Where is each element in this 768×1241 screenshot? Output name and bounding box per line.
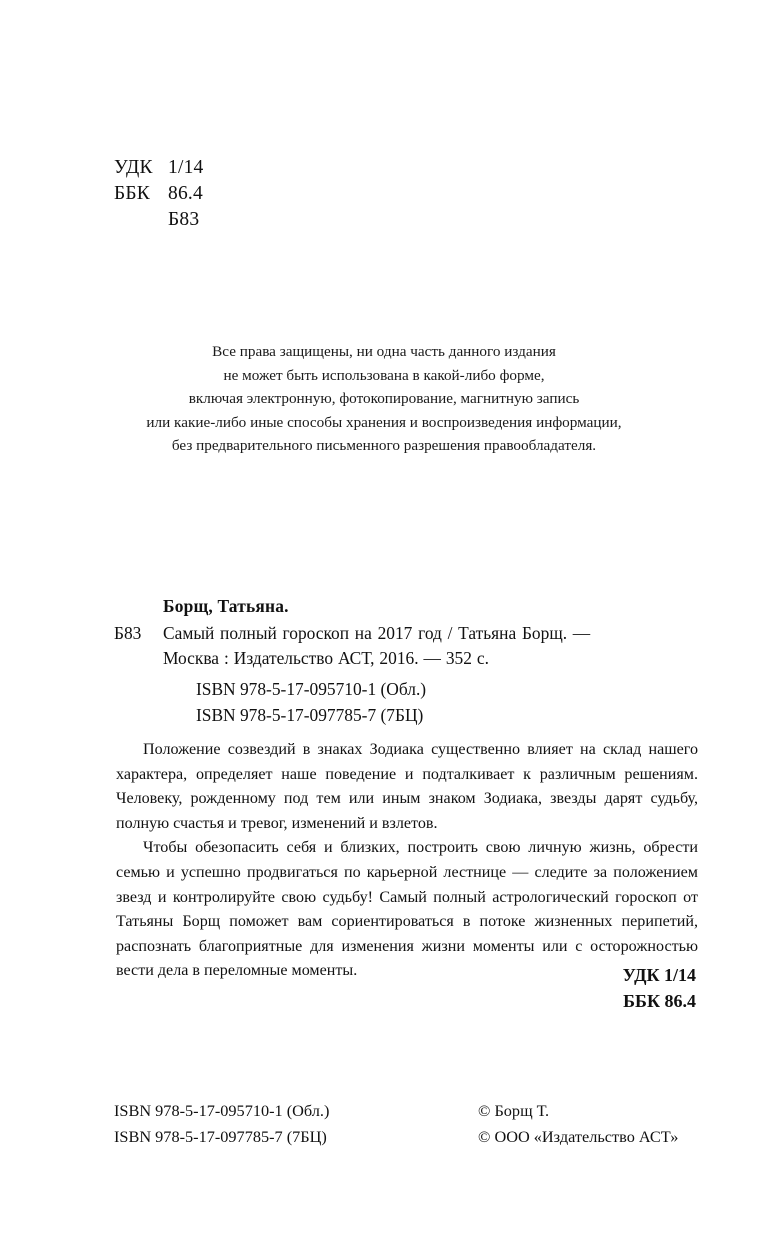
bbk-value: 86.4 (168, 183, 203, 204)
biblio-isbn-cover: ISBN 978-5-17-095710-1 (Обл.) (196, 678, 427, 699)
footer-isbn-hardcover: ISBN 978-5-17-097785-7 (7БЦ) (114, 1127, 327, 1146)
bbk-label: ББК (114, 183, 151, 204)
page-footer (114, 1098, 696, 1150)
copyright-publisher: © ООО «Издательство АСТ» (478, 1127, 679, 1146)
footer-row (114, 1124, 696, 1150)
classification-codes (114, 155, 203, 233)
rights-notice (0, 340, 768, 458)
udk-row (114, 155, 203, 181)
rights-line-4: или какие-либо иные способы хранения и воспроизведения информации, (146, 413, 622, 431)
biblio-isbn-group (114, 676, 696, 728)
udk-repeat: УДК 1/14 (622, 965, 696, 985)
biblio-description (114, 621, 696, 672)
bibliographic-record (114, 594, 696, 728)
annotation-paragraph-1: Положение созвездий в знаках Зодиака существенно влияет на склад нашего характера, определяет наше поведение и подталкивает к различным решениям. Человеку, рожденному под тем или иным знаком Зодиака, звезды дарят судьбу, полную счастья и тревог, изменений и взлетов. (116, 741, 698, 832)
biblio-description-line-1: Самый полный гороскоп на 2017 год / Татьяна Борщ. — (163, 622, 591, 643)
copyright-author: © Борщ Т. (478, 1101, 550, 1120)
classification-codes-repeat (623, 962, 696, 1014)
biblio-isbn-hardcover: ISBN 978-5-17-097785-7 (7БЦ) (196, 704, 424, 725)
biblio-description-line-2: Москва : Издательство АСТ, 2016. — 352 с. (163, 648, 489, 668)
rights-line-5: без предварительного письменного разрешения правообладателя. (171, 437, 597, 454)
footer-isbn-cover: ISBN 978-5-17-095710-1 (Обл.) (114, 1101, 330, 1120)
bbk-repeat: ББК 86.4 (623, 991, 696, 1011)
author-sign: Б83 (168, 209, 200, 230)
rights-line-2: не может быть использована в какой-либо форме, (223, 366, 545, 384)
biblio-author: Борщ, Татьяна. (163, 596, 289, 616)
annotation-text (116, 738, 698, 984)
rights-line-3: включая электронную, фотокопирование, магнитную запись (188, 390, 580, 407)
udk-value: 1/14 (168, 157, 204, 178)
biblio-index: Б83 (114, 622, 142, 643)
rights-line-1: Все права защищены, ни одна часть данного издания (212, 343, 556, 360)
udk-label: УДК (114, 157, 153, 178)
bbk-row (114, 181, 203, 207)
annotation-paragraph-2: Чтобы обезопасить себя и близких, построить свою личную жизнь, обрести семью и успешно продвигаться по карьерной лестнице — следите за положением звезд и контролируйте свою судьбу! Самый полный астрологический гороскоп от Татьяны Борщ поможет вам сориентироваться в потоке жизненных перипетий, распознать благоприятные для изменения жизни моменты или с осторожностью вести дела в переломные моменты. (116, 839, 698, 980)
footer-row (114, 1098, 696, 1124)
